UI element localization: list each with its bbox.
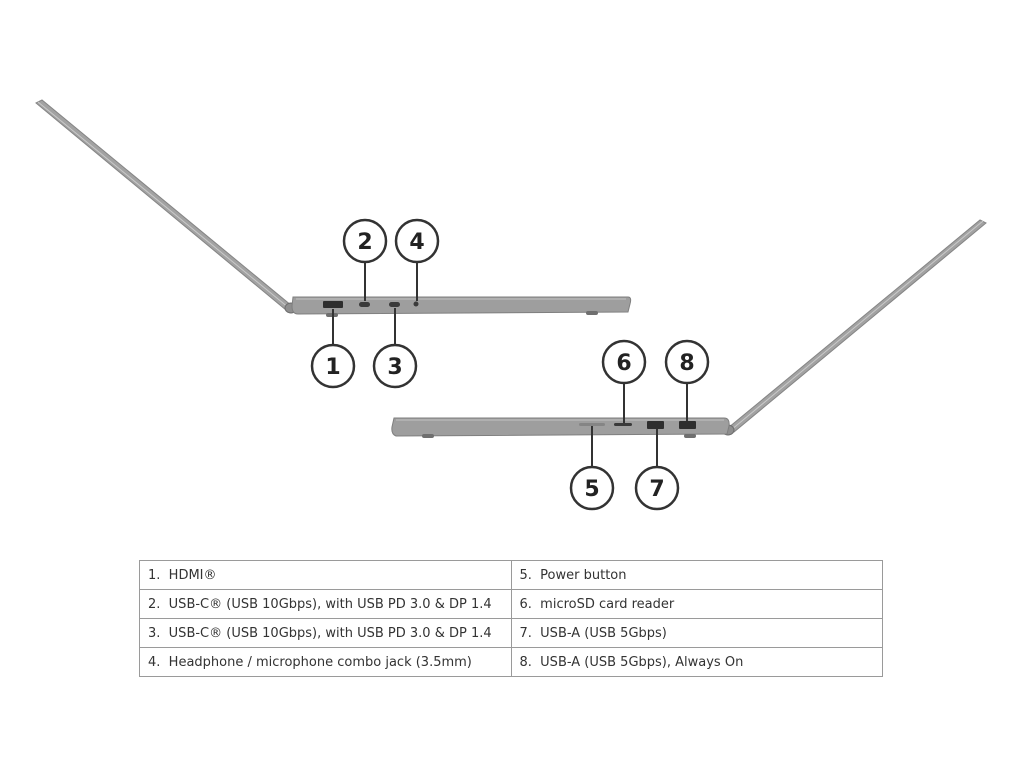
table-row — [140, 590, 883, 619]
callout-4 — [396, 220, 438, 262]
port-label: Headphone / microphone combo jack (3.5mm) — [168, 654, 472, 670]
right-side-view — [392, 220, 986, 509]
table-row — [140, 648, 883, 677]
audio-jack-port — [414, 302, 419, 307]
port-number: 8. — [519, 654, 532, 670]
port-label: USB-C® (USB 10Gbps), with USB PD 3.0 & DP 1.4 — [168, 596, 492, 612]
table-row — [140, 619, 883, 648]
port-number: 2. — [148, 596, 161, 612]
port-number: 7. — [519, 625, 532, 641]
port-number: 5. — [519, 567, 532, 583]
port-number: 6. — [519, 596, 532, 612]
callout-number: 2 — [357, 230, 373, 255]
port-number: 1. — [148, 567, 161, 583]
callout-number: 7 — [649, 477, 665, 502]
table-cell — [511, 648, 883, 677]
table-cell — [511, 561, 883, 590]
power-button — [579, 423, 605, 426]
usb-c-port — [389, 302, 400, 307]
port-label: microSD card reader — [540, 596, 675, 612]
table-cell — [140, 648, 512, 677]
right-view-foot — [684, 434, 696, 438]
left-view-foot — [586, 311, 598, 315]
callout-8 — [666, 341, 708, 383]
ports-legend-table — [139, 560, 883, 677]
left-side-view — [36, 100, 631, 387]
port-label: HDMI® — [168, 567, 217, 583]
usb-c-port — [359, 302, 370, 307]
table-cell — [511, 619, 883, 648]
port-number: 4. — [148, 654, 161, 670]
callout-2 — [344, 220, 386, 262]
usb-a-port — [647, 421, 664, 429]
callout-5 — [571, 467, 613, 509]
callout-number: 8 — [679, 351, 695, 376]
right-view-base — [392, 418, 729, 436]
table-cell — [140, 590, 512, 619]
port-label: USB-A (USB 5Gbps), Always On — [540, 654, 744, 670]
microsd-slot — [614, 423, 632, 426]
callout-1 — [312, 345, 354, 387]
port-label: Power button — [540, 567, 627, 583]
port-number: 3. — [148, 625, 161, 641]
callout-7 — [636, 467, 678, 509]
table-row — [140, 561, 883, 590]
right-view-foot — [422, 434, 434, 438]
callout-number: 6 — [616, 351, 632, 376]
port-label: USB-C® (USB 10Gbps), with USB PD 3.0 & DP 1.4 — [168, 625, 492, 641]
table-cell — [511, 590, 883, 619]
callout-number: 3 — [387, 355, 403, 380]
callout-3 — [374, 345, 416, 387]
table-cell — [140, 561, 512, 590]
callout-number: 4 — [409, 230, 425, 255]
table-cell — [140, 619, 512, 648]
usb-a-port — [679, 421, 696, 429]
callout-number: 1 — [325, 355, 341, 380]
hdmi-port — [323, 301, 343, 308]
callout-6 — [603, 341, 645, 383]
callout-number: 5 — [584, 477, 600, 502]
port-label: USB-A (USB 5Gbps) — [540, 625, 667, 641]
